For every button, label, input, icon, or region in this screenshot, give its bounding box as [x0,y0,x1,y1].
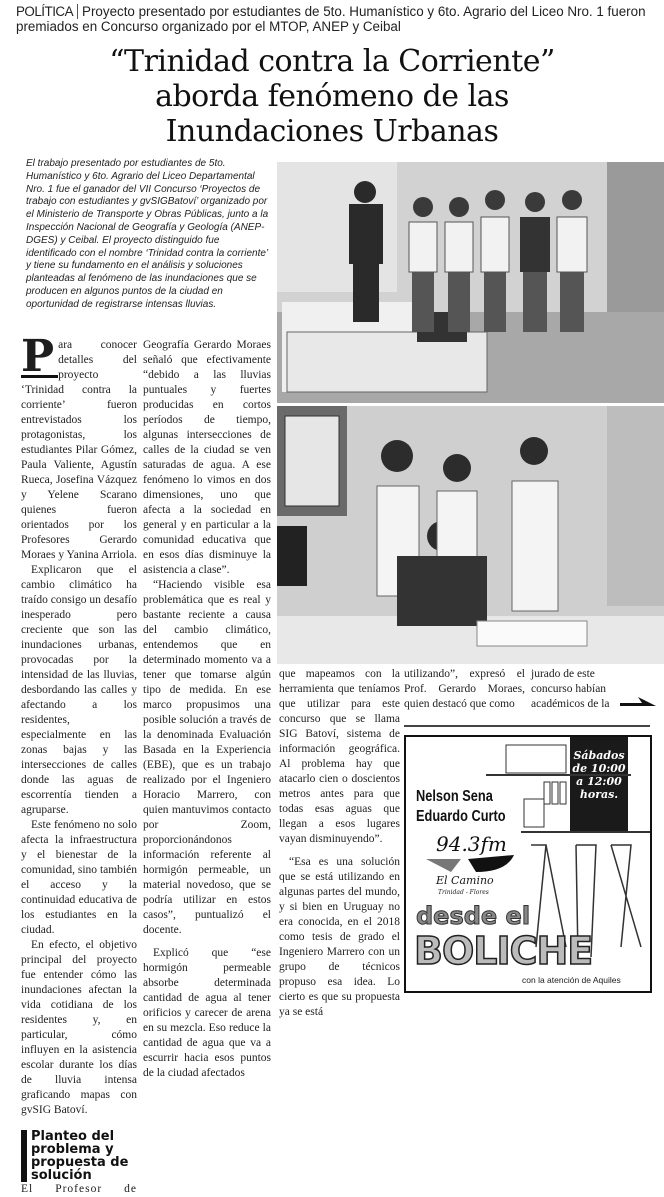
article-column-2 [143,338,271,1081]
paragraph: Geografía Gerardo Moraes señaló que efectivamente “debido a las lluvias puntuales y fuertes producidas en cortos períodos de tiempo, algunas intersecciones de calles de la ciudad se ven saturadas de agua. A ese fenómeno lo vimos en dos dimensiones, uno que afecta a la sociedad en general y en particular a la comunidad educativa que en esos días disminuye la asistencia a clase”. [143,339,271,576]
ad-station-name: El Camino [436,874,494,887]
paragraph: que mapeamos con la herramienta que teníamos que utilizar para este concurso que se llama SIG Batoví, sistema de información geográfica. Al problema hay que atacarlo cien o doscientos metros antes para que todas esas aguas que llegan a esos lugares vayan disminuyendo”. [279,668,400,845]
paragraph: Explicó que “ese hormigón permeable absorbe determinada cantidad de agua al tener orificios y carecer de arena en su mezcla. Eso reduce la cantidad de agua que va a escurrir hacia esos puntos de la ciudad afectados [143,947,271,1079]
paragraph: El Profesor de [21,1183,137,1195]
paragraph: “Haciendo visible esa problemática que es real y bastante reciente a causa del cambio climático, entendemos que en determinado momento va a tener que tomarse algún tipo de medida. En ese marco propusimos una posible solución a través de la denominada Evaluación Basada en la Experiencia (EBE), que es un trabajo realizado por el Ingeniero Horacio Marrero, con quien mantuvimos contacto por Zoom, proporcionándonos información referente al hormigón permeable, un material novedoso, que se podría utilizar en estos casos”, puntualizó el docente. [143,579,271,936]
paragraph: utilizando”, expresó el Prof. Gerardo Moraes, quien destacó que como [404,668,525,710]
ad-station-location: Trinidad - Flores [438,889,489,896]
ad-host-name: Eduardo Curto [416,808,506,825]
paragraph: jurado de este concurso habían académicos de la [531,668,610,710]
headline-line: “Trinidad contra la Corriente” [109,44,555,79]
article-column-3 [279,667,400,1020]
photo-students-group-image [277,162,664,403]
divider [404,725,650,727]
ad-schedule-line: horas. [579,788,619,801]
article-column-1 [21,331,137,1197]
paragraph: Explicaron que el cambio climático ha traído consigo un desafío inesperado pero creciente que son las inundaciones urbanas, provocadas por la intensidad de las lluvias, desbordando las calles y afectando a los residentes, especialmente en las zonas bajas y las intersecciones de calles donde las aguas de escorrentía tienden a agruparse. [21,564,137,816]
section-label: POLÍTICA [16,4,78,19]
photo-teacher-students [277,406,664,664]
ad-tagline: con la atención de Aquiles [522,975,621,985]
headline-line: Inundaciones Urbanas [165,114,499,149]
ad-host-name: Nelson Sena [416,788,493,805]
ad-hosts [416,787,506,827]
subheading: Planteo del problema y propuesta de solución [21,1130,137,1182]
ad-frequency: 94.3fm [436,832,507,856]
drop-cap: P [21,339,58,378]
paragraph: En efecto, el objetivo principal del proyecto fue entender cómo las inundaciones afectan la vida cotidiana de los residentes y, en particular, cómo influyen en la asistencia escolar durante los días de lluvia intensa graficando mapas con gvSIG Batoví. [21,939,137,1116]
kicker: Proyecto presentado por estudiantes de 5to. Humanístico y 6to. Agrario del Liceo Nro. 1 fueron premiados en Concurso organizado por el MTOP, ANEP y Ceibal [16,4,646,34]
ad-schedule-line: de 10:00 [572,762,626,775]
paragraph: ara conocer detalles del proyecto ‘Trinidad contra la corriente’ fueron entrevistados los protagonistas, los estudiantes Pilar Gómez, Paula Valiente, Agustín Rueca, Josefina Vázquez y Yelene Scarano quienes fueron orientados por los Profesores Gerardo Moraes y Yanina Arriola. [21,339,137,561]
ad-show-title-large: BOLICHE [414,929,593,973]
continue-arrow-icon [618,695,658,709]
advertisement-desde-el-boliche [404,735,652,993]
ad-schedule [572,749,626,801]
photo-students-group [277,162,664,403]
ad-schedule-line: a 12:00 [576,775,622,788]
ad-show-title-small: desde el [416,902,531,930]
lead-paragraph: El trabajo presentado por estudiantes de 5to. Humanístico y 6to. Agrario del Liceo Departamental Nro. 1 fue el ganador del VII Concurso ‘Proyectos de trabajo con estudiantes y gvSIGBatoví’ organizado por el Ministerio de Transporte y Obras Públicas, junto a la Inspección Nacional de Geografía y Geología (ANEP-DGES) y Ceibal. El proyecto distinguido fue identificado con el nombre ‘Trinidad contra la corriente’ y tiene su fundamento en el análisis y soluciones planteadas al fenómeno de las inundaciones que se producen en algunos puntos de la ciudad en oportunidad de registrarse intensas lluvias. [26,158,269,310]
headline-line: aborda fenómeno de las [155,79,509,114]
paragraph: “Esa es una solución que se está utilizando en algunas partes del mundo, y si bien en Uruguay no era conocida, en el 2018 como tesis de grado el Ingeniero Marrero con un grupo de técnicos propuso esa idea. Lo cierto es que su propuesta ya se está [279,856,400,1018]
ad-schedule-line: Sábados [573,749,625,762]
section-header [16,4,656,34]
paragraph: Este fenómeno no solo afecta la infraestructura y el bienestar de la comunidad, sino también el acceso y la continuidad educativa de los estudiantes en la ciudad. [21,819,137,936]
headline [0,44,664,149]
article-column-4 [404,667,525,712]
photo-teacher-students-image [277,406,664,664]
